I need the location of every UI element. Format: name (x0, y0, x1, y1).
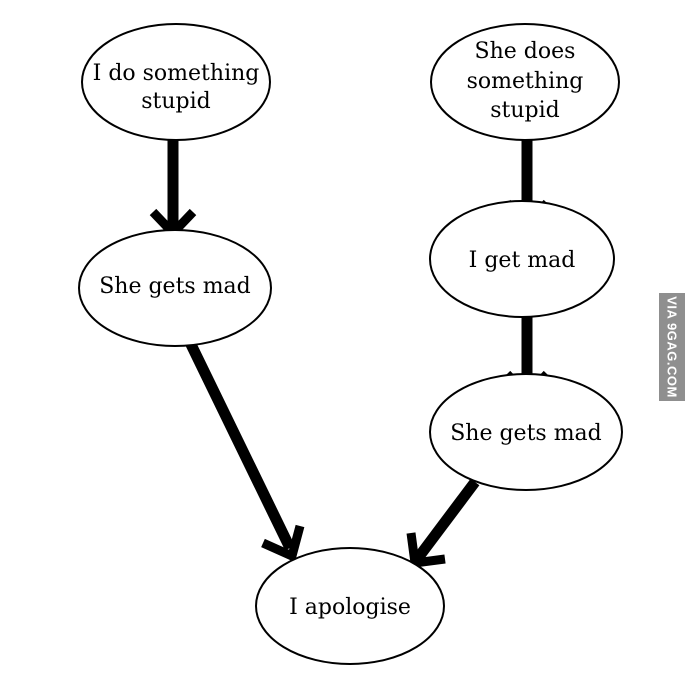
node-i-get-mad (430, 201, 614, 317)
node-text-line: I apologise (289, 595, 411, 620)
node-text-line: stupid (490, 98, 560, 123)
node-text-line: She does (474, 39, 576, 64)
arrow-she-gets-mad-left-to-i-apologise (184, 330, 300, 556)
node-i-do-something-stupid (82, 24, 270, 140)
node-text-line: She gets mad (99, 274, 251, 299)
node-i-apologise (256, 548, 444, 664)
watermark-text: VIA 9GAG.COM (664, 296, 680, 398)
arrow-she-gets-mad-right-to-i-apologise (411, 482, 475, 563)
node-text-line: something (466, 69, 584, 94)
node-she-gets-mad-left (79, 230, 271, 346)
node-text-line: I do something (92, 61, 260, 86)
arrows (153, 136, 547, 563)
node-she-does-something-stupid (431, 24, 619, 140)
node-text-line: I get mad (468, 248, 576, 273)
node-text-line: stupid (141, 89, 211, 114)
node-text-line: She gets mad (450, 421, 602, 446)
node-she-gets-mad-right (430, 374, 622, 490)
arrow-i-do-stupid-to-she-gets-mad-left (153, 136, 193, 233)
watermark-badge (659, 293, 685, 401)
